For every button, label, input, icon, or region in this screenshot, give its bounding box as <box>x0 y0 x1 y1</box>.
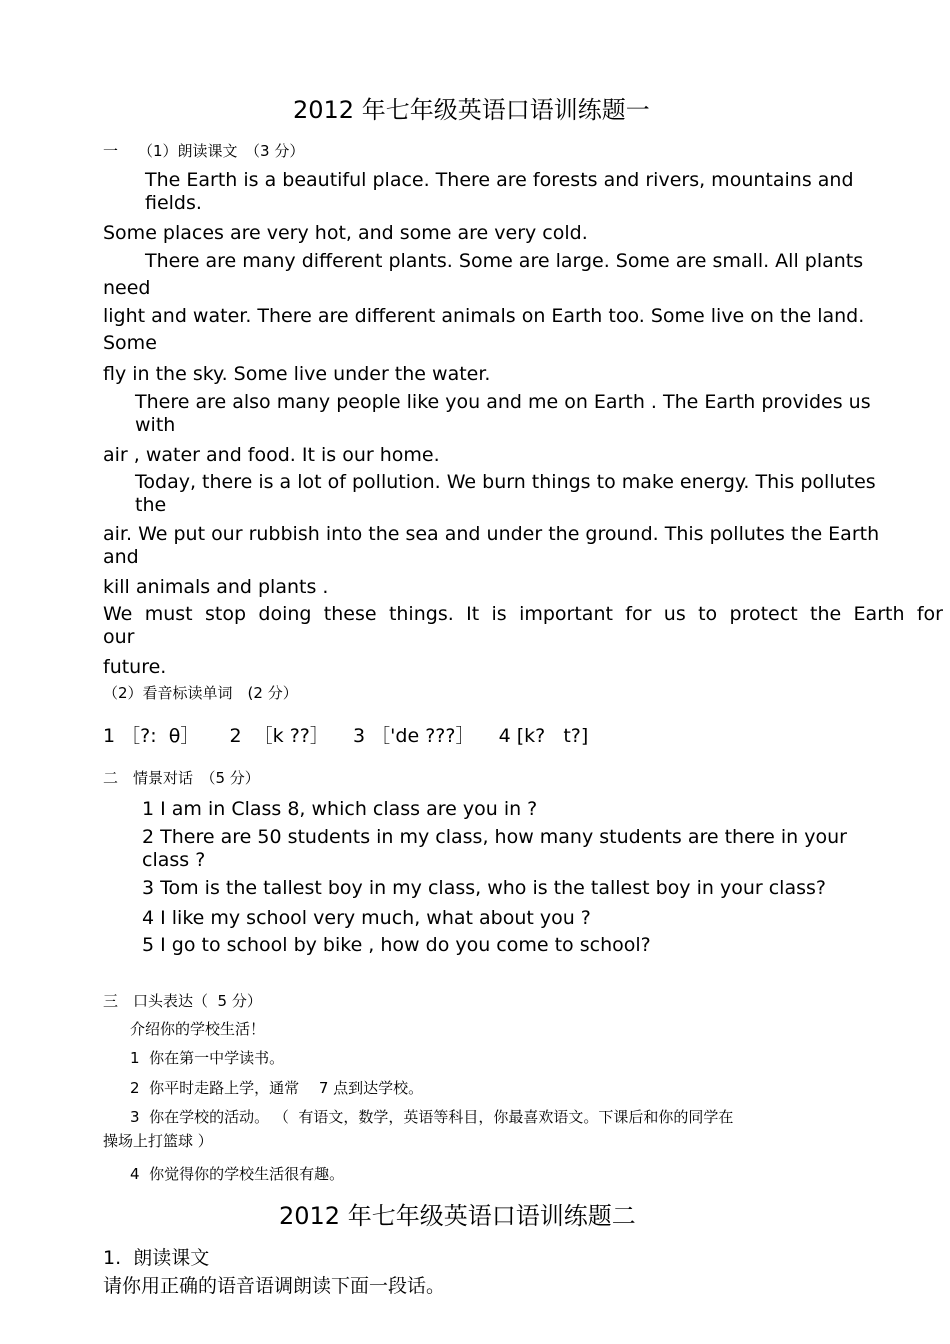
section3-intro: 介绍你的学校生活！ <box>130 1020 266 1038</box>
speaking-point: 2 你平时走路上学，通常 7 点到达学校。 <box>130 1079 424 1097</box>
passage-line: fields. <box>145 192 202 214</box>
passage-line: Some places are very hot, and some are very cold. <box>103 222 588 244</box>
passage-line: kill animals and plants . <box>103 576 329 598</box>
speaking-point: 4 你觉得你的学校生活很有趣。 <box>130 1165 345 1183</box>
passage-line: air. We put our rubbish into the sea and under the ground. This pollutes the Earth <box>103 523 880 545</box>
dialogue-item: class ? <box>142 849 206 871</box>
speaking-point: 操场上打篮球 ） <box>103 1132 213 1150</box>
dialogue-item: 3 Tom is the tallest boy in my class, who is the tallest boy in your class? <box>142 877 826 899</box>
passage-line: with <box>135 414 176 436</box>
section3-heading: 三 口头表达（ 5 分） <box>103 992 262 1010</box>
passage-line: The Earth is a beautiful place. There are forests and rivers, mountains and <box>145 169 854 191</box>
dialogue-item: 4 I like my school very much, what about you ? <box>142 907 591 929</box>
speaking-point: 3 你在学校的活动。 （ 有语文，数学，英语等科目，你最喜欢语文。下课后和你的同学在 <box>130 1108 734 1126</box>
phonetics-line: 1 ［?: θ］ 2 ［k ??］ 3 ［'de ???］ 4 [k? t?] <box>103 725 589 747</box>
speaking-point: 1 你在第一中学读书。 <box>130 1049 285 1067</box>
passage-line: There are many different plants. Some are large. Some are small. All plants <box>145 250 864 272</box>
passage-line: future. <box>103 656 167 678</box>
exam2-section1-heading: 1. 朗读课文 <box>103 1247 210 1269</box>
passage-line: the <box>135 494 167 516</box>
passage-line: fly in the sky. Some live under the water. <box>103 363 491 385</box>
passage-line: Some <box>103 332 157 354</box>
dialogue-item: 5 I go to school by bike , how do you come to school? <box>142 934 651 956</box>
passage-line: air , water and food. It is our home. <box>103 444 440 466</box>
section1-part2-heading: （2）看音标读单词 (2 分） <box>103 684 298 702</box>
section1-number: 一 <box>103 142 119 160</box>
passage-line: our <box>103 626 135 648</box>
dialogue-item: 2 There are 50 students in my class, how many students are there in your <box>142 826 847 848</box>
dialogue-item: 1 I am in Class 8, which class are you in ? <box>142 798 538 820</box>
section1-part1-heading: （1）朗读课文 （3 分） <box>138 142 305 160</box>
passage-line: and <box>103 546 139 568</box>
passage-line: light and water. There are different animals on Earth too. Some live on the land. <box>103 305 865 327</box>
passage-line: We must stop doing these things. It is important for us to protect the Earth for <box>103 603 943 625</box>
passage-line: need <box>103 277 151 299</box>
section2-heading: 二 情景对话 （5 分） <box>103 769 260 787</box>
passage-line: There are also many people like you and me on Earth . The Earth provides us <box>135 391 871 413</box>
exam1-title: 2012 年七年级英语口语训练题一 <box>293 96 650 124</box>
exam2-title: 2012 年七年级英语口语训练题二 <box>279 1202 636 1230</box>
exam2-instruction: 请你用正确的语音语调朗读下面一段话。 <box>103 1275 446 1297</box>
passage-line: Today, there is a lot of pollution. We burn things to make energy. This pollutes <box>135 471 876 493</box>
